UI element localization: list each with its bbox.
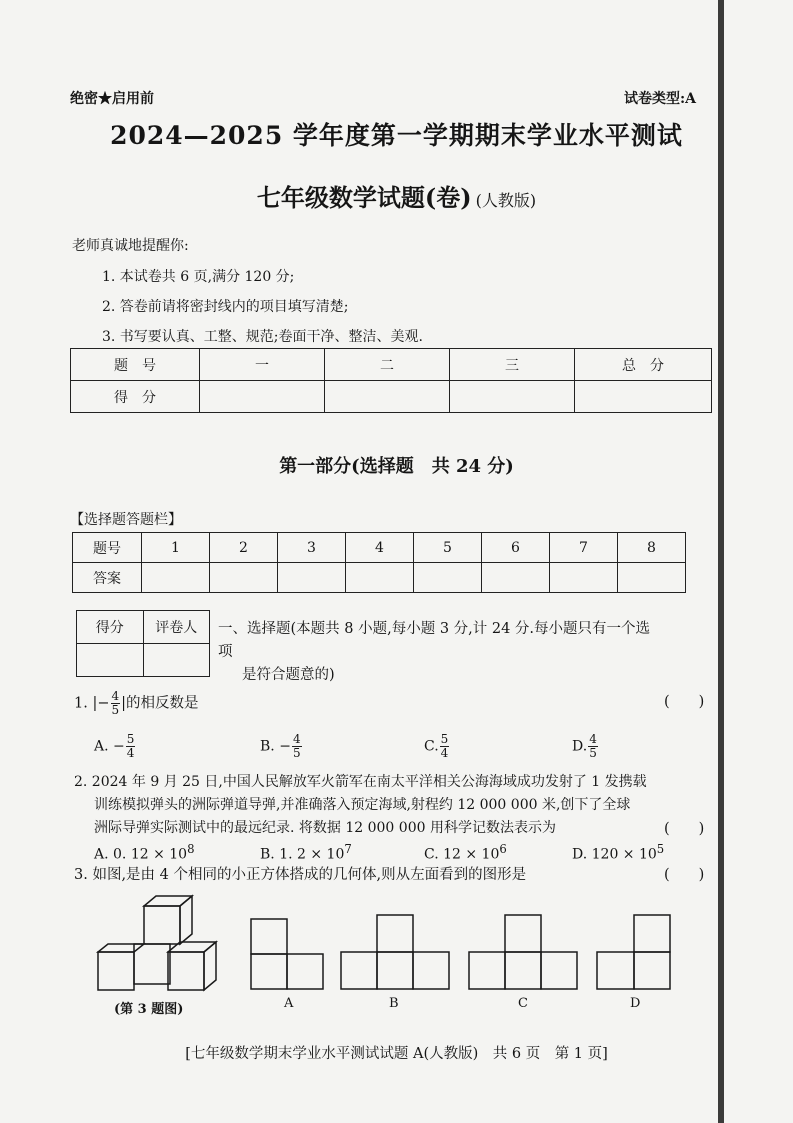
frac-numerator: 4 [292,732,301,746]
frac-denominator: 4 [126,746,135,760]
grader-score-label: 得分 [77,611,144,644]
option-label: B. [260,738,275,755]
reminder-item: 3. 书写要认真、工整、规范;卷面干净、整洁、美观. [102,329,423,345]
frac-denominator: 5 [589,746,597,760]
option-fraction [292,733,302,760]
cube-middle-front [134,944,170,984]
q1-option-c [424,733,450,760]
option-label: A. 0. 12 × 10 [94,846,188,863]
question-number: 7 [550,533,618,563]
q1-frac-numerator: 4 [111,689,120,703]
answer-row-label: 答案 [73,563,142,593]
q1-answer-paren: ( ) [664,694,705,710]
q3-option-c-figure [468,914,580,990]
answer-cell[interactable] [482,563,550,593]
cube-left-top [98,944,144,952]
question-number: 6 [482,533,550,563]
frac-numerator: 5 [440,732,449,746]
answer-table [72,532,686,593]
question-number: 1 [142,533,210,563]
frac-numerator: 5 [126,732,135,746]
q3-text: 3. 如图,是由 4 个相同的小正方体搭成的几何体,则从左面看到的图形是 [74,867,527,883]
q1-option-d [572,733,599,760]
score-cell[interactable] [325,381,450,413]
answer-cell[interactable] [618,563,686,593]
question-1 [74,690,199,717]
q1-fraction [111,690,121,717]
option-exponent: 7 [344,842,352,856]
q3-figure-caption: (第 3 题图) [114,1002,184,1017]
q3-answer-paren: ( ) [664,867,705,883]
answer-cell[interactable] [210,563,278,593]
option-fraction [588,733,598,760]
answer-cell[interactable] [346,563,414,593]
q3-option-c-label[interactable]: C [518,996,528,1011]
grader-box [76,610,210,677]
option-label: C. 12 × 10 [424,846,500,863]
q3-option-b-label[interactable]: B [389,996,399,1011]
grader-reviewer-cell[interactable] [143,644,210,677]
edition-text: (人教版) [475,191,537,210]
q1-prefix: 1. | [74,695,98,712]
frac-numerator: 4 [589,732,597,746]
question-number: 5 [414,533,482,563]
cube-right-front [168,952,204,990]
q2-line3: 洲际导弹实际测试中的最远纪录. 将数据 12 000 000 用科学记数法表示为 [94,820,556,836]
score-cell[interactable] [200,381,325,413]
cube-right-side [204,942,216,990]
frac-denominator: 4 [440,746,449,760]
option-label: D. 120 × 10 [572,846,657,863]
frac-denominator: 5 [292,746,301,760]
page-footer: [七年级数学期末学业水平测试试题 A(人教版) 共 6 页 第 1 页] [185,1046,608,1062]
exam-subtitle [0,178,793,213]
score-cell[interactable] [450,381,575,413]
score-row-label: 得 分 [71,381,200,413]
section1-title-line2: 是符合题意的) [242,667,335,683]
q3-cube-figure [92,890,222,998]
q1-option-a [94,733,136,760]
reminder-lead: 老师真诚地提醒你: [72,238,189,254]
option-fraction [126,733,136,760]
cube-left-front [98,952,134,990]
q1-frac-denominator: 5 [111,703,120,717]
q3-option-a-label[interactable]: A [284,996,294,1011]
section1-title [218,618,658,687]
answer-sheet-label: 【选择题答题栏】 [70,512,182,528]
score-cell[interactable] [575,381,712,413]
q2-line1: 2. 2024 年 9 月 25 日,中国人民解放军火箭军在南太平洋相关公海海域成功发射了 1 发携载 [74,774,647,790]
question-number: 2 [210,533,278,563]
q2-option-d [572,842,664,863]
q1-suffix: |的相反数是 [121,695,199,712]
option-label: D. [572,738,588,755]
answer-header-label: 题号 [73,533,142,563]
q3-option-b-figure [340,914,452,990]
option-sign: − [279,738,291,755]
score-header-cell: 总 分 [575,349,712,381]
cube-top-side [180,896,192,944]
part1-title: 第一部分(选择题 共 24 分) [279,456,514,477]
exam-title: 2024—2025 学年度第一学期期末学业水平测试 [110,121,683,150]
page-binding-edge [718,0,724,1123]
q2-line2: 训练模拟弹头的洲际弹道导弹,并准确落入预定海域,射程约 12 000 000 米,创下了全球 [94,797,631,813]
option-label: A. [94,738,109,755]
cube-top-face [144,896,192,906]
q2-option-a [94,842,195,863]
q2-option-b [260,842,352,863]
cube-top-front [144,906,180,944]
reminder-item: 2. 答卷前请将密封线内的项目填写清楚; [102,299,349,315]
answer-cell[interactable] [550,563,618,593]
reminder-item: 1. 本试卷共 6 页,满分 120 分; [102,269,295,285]
q3-option-a-figure [250,918,324,990]
grader-score-cell[interactable] [77,644,144,677]
q1-option-b [260,733,303,760]
grader-reviewer-label: 评卷人 [143,611,210,644]
secret-label: 绝密★启用前 [70,91,154,107]
answer-cell[interactable] [278,563,346,593]
score-header-cell: 题 号 [71,349,200,381]
option-label: B. 1. 2 × 10 [260,846,345,863]
q2-option-c [424,842,507,863]
q2-answer-paren: ( ) [664,821,705,837]
section1-title-line1: 一、选择题(本题共 8 小题,每小题 3 分,计 24 分.每小题只有一个选项 [218,621,651,660]
option-exponent: 6 [499,842,507,856]
question-number: 8 [618,533,686,563]
score-header-cell: 二 [325,349,450,381]
score-table [70,348,712,413]
question-number: 4 [346,533,414,563]
subtitle-text: 七年级数学试题(卷) [256,183,472,212]
q1-minus: − [97,695,110,712]
answer-cell[interactable] [142,563,210,593]
paper-type: 试卷类型:A [624,91,697,107]
question-number: 3 [278,533,346,563]
q3-option-d-figure [596,914,672,990]
score-header-cell: 一 [200,349,325,381]
option-fraction [440,733,450,760]
option-exponent: 8 [187,842,195,856]
option-label: C. [424,738,439,755]
answer-cell[interactable] [414,563,482,593]
score-header-cell: 三 [450,349,575,381]
option-exponent: 5 [656,842,665,856]
option-sign: − [113,738,125,755]
q3-option-d-label[interactable]: D [630,996,641,1011]
